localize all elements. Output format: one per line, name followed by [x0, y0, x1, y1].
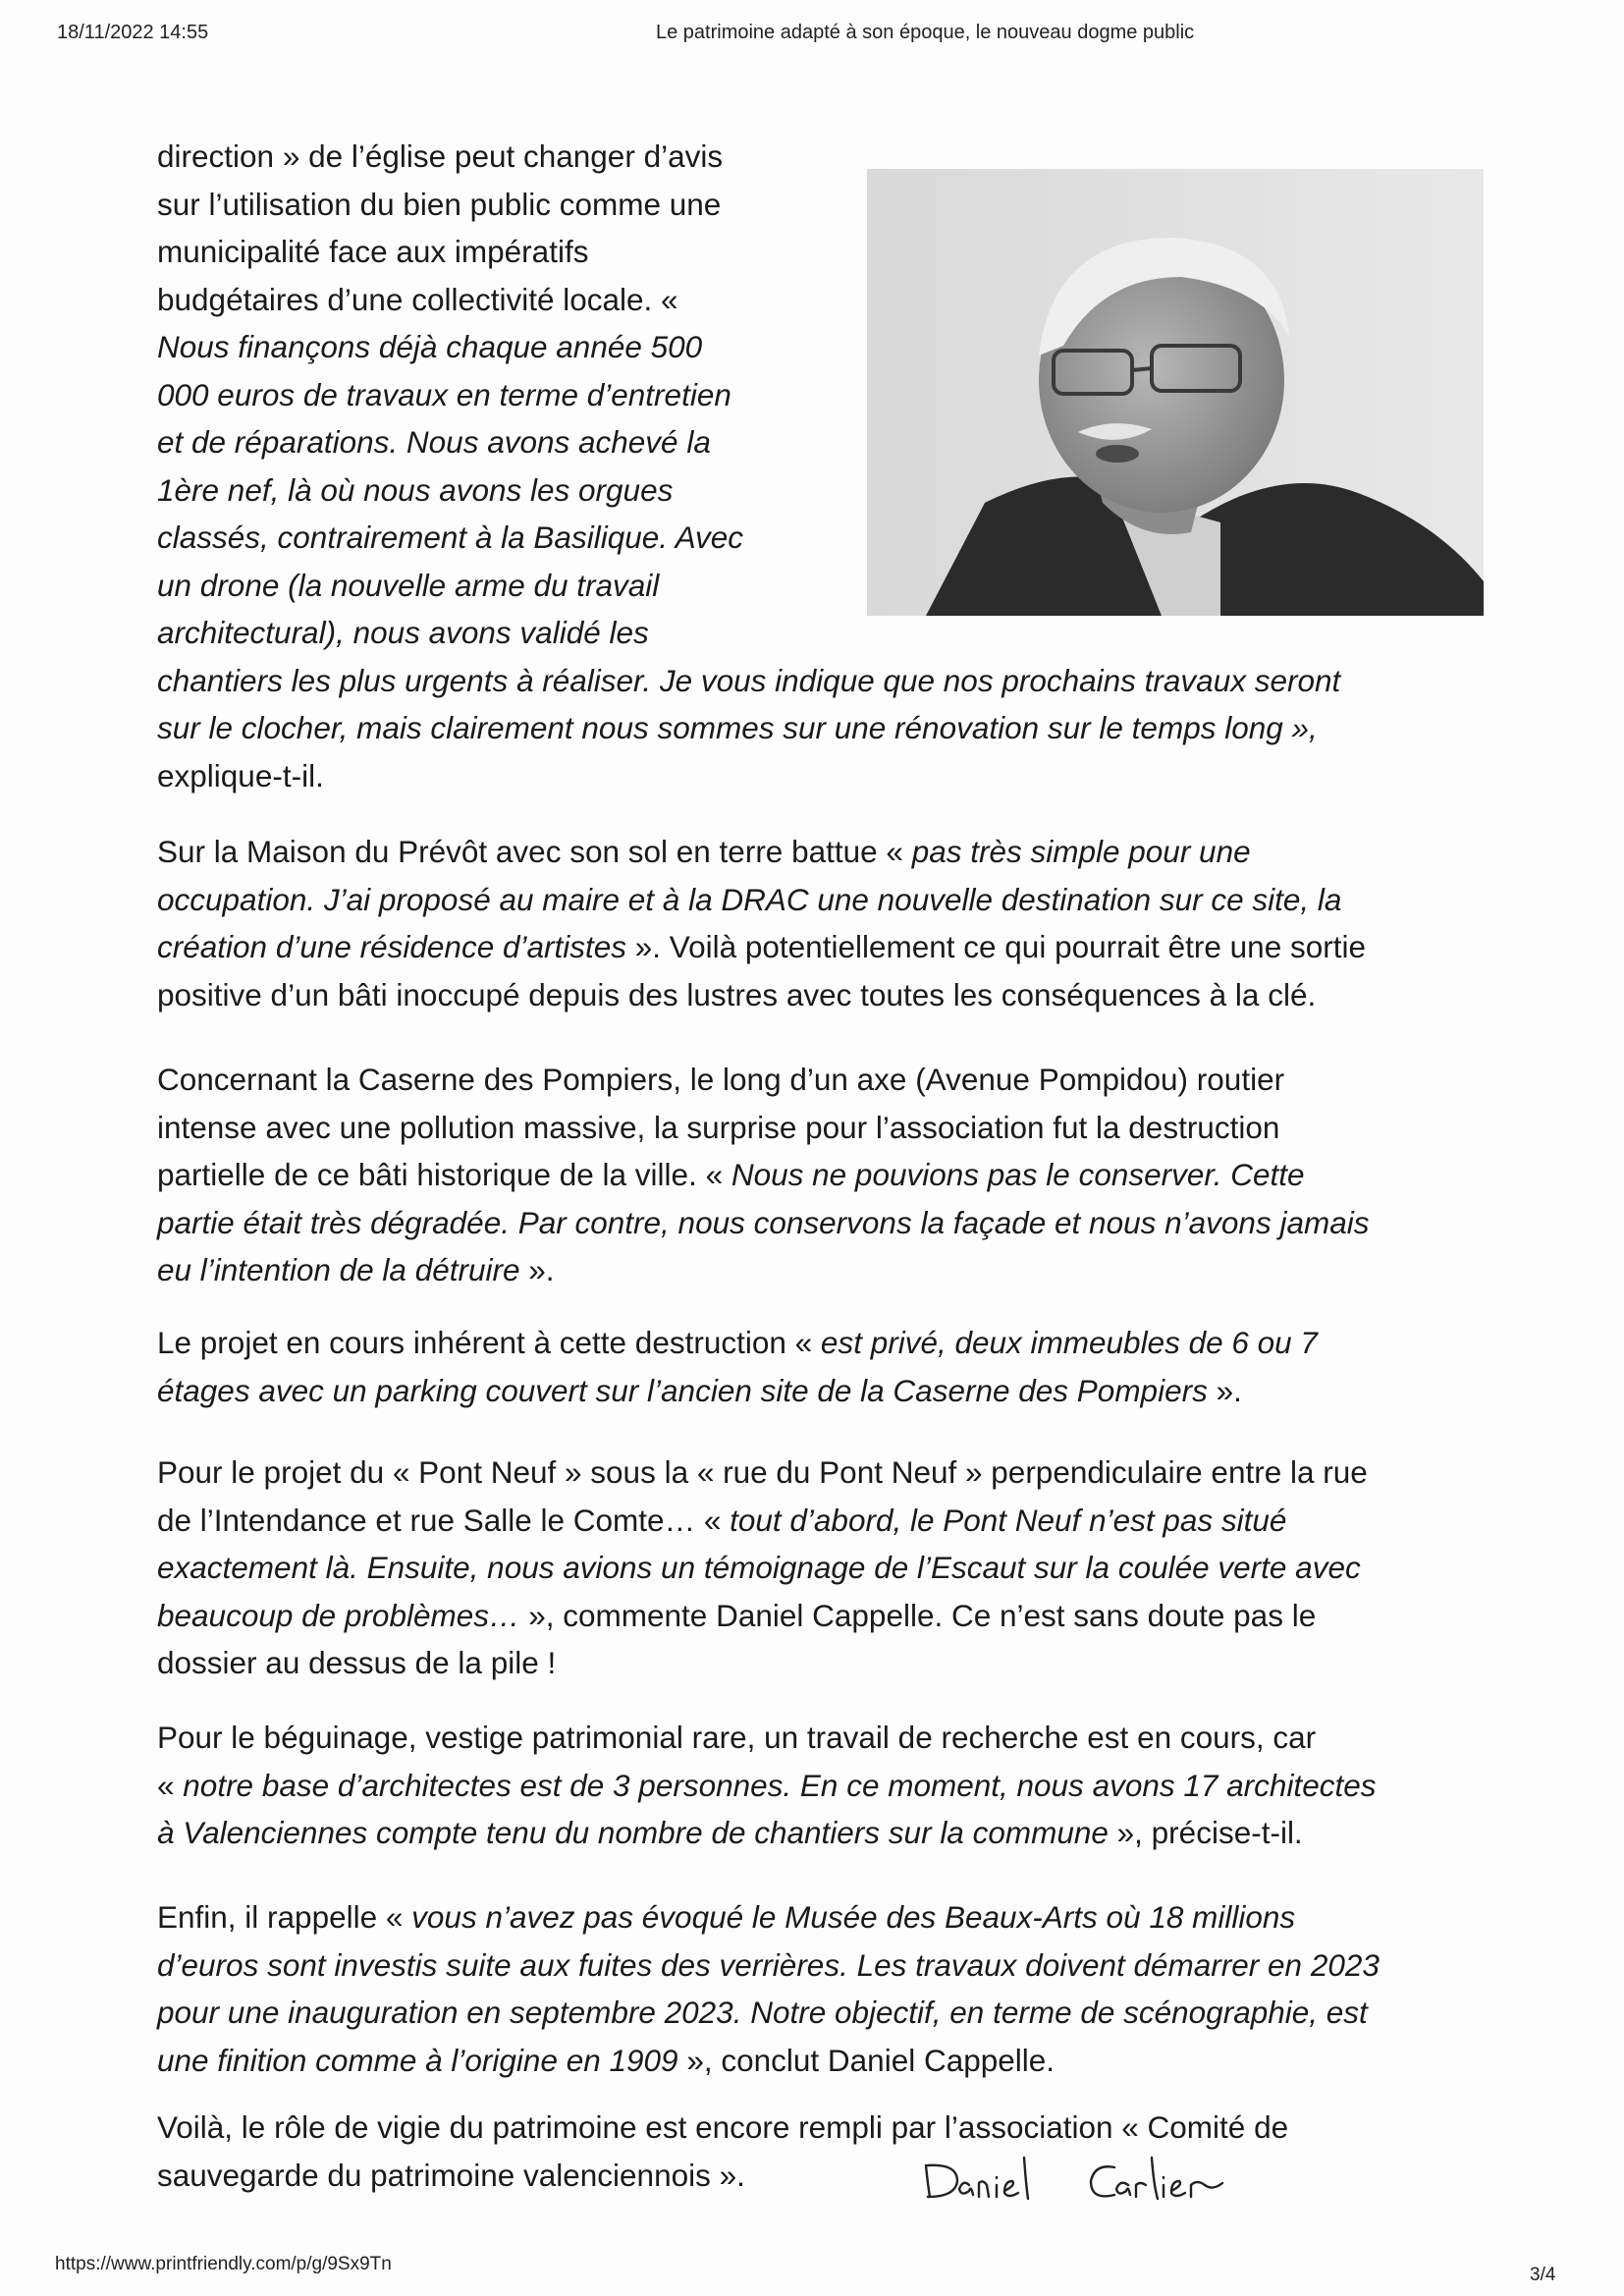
- handwritten-signature: [918, 2146, 1252, 2214]
- paragraph-2: Sur la Maison du Prévôt avec son sol en terre battue « pas très simple pour une occupation. J’ai proposé au maire et à la DRAC une nouvelle destination sur ce site, la création d’une résidence d’artistes ». Voilà potentiellement ce qui pourrait être une sortie positive d’un bâti inoccupé depuis des lustres avec toutes les conséquences à la clé.: [157, 834, 1366, 1012]
- paragraph-4: Le projet en cours inhérent à cette destruction « est privé, deux immeubles de 6 ou 7 étages avec un parking couvert sur l’ancien site de la Caserne des Pompiers ».: [157, 1325, 1318, 1408]
- paragraph-7: Enfin, il rappelle « vous n’avez pas évoqué le Musée des Beaux-Arts où 18 millions d’euros sont investis suite aux fuites des verrières. Les travaux doivent démarrer en 2023 pour une inauguration en septembre 2023. Notre objectif, en terme de scénographie, est une finition comme à l’origine en 1909 », conclut Daniel Cappelle.: [157, 1899, 1380, 2078]
- paragraph-6: Pour le béguinage, vestige patrimonial rare, un travail de recherche est en cours, car « notre base d’architectes est de 3 personnes. En ce moment, nous avons 17 architectes à Valenciennes compte tenu du nombre de chantiers sur la commune », précise-t-il.: [157, 1720, 1377, 1850]
- print-datetime: 18/11/2022 14:55: [57, 22, 209, 43]
- footer-url: https://www.printfriendly.com/p/g/9Sx9Tn: [55, 2254, 392, 2274]
- paragraph-5: Pour le projet du « Pont Neuf » sous la « rue du Pont Neuf » perpendiculaire entre la rue de l’Intendance et rue Salle le Comte… « tout d’abord, le Pont Neuf n’est pas situé exactement là. Ensuite, nous avions un témoignage de l’Escaut sur la coulée verte avec beaucoup de problèmes… », commente Daniel Cappelle. Ce n’est sans doute pas le dossier au dessus de la pile !: [157, 1454, 1368, 1680]
- paragraph-3: Concernant la Caserne des Pompiers, le long d’un axe (Avenue Pompidou) routier intense avec une pollution massive, la surprise pour l’association fut la destruction partielle de ce bâti historique de la ville. « Nous ne pouvions pas le conserver. Cette partie était très dégradée. Par contre, nous conservons la façade et nous n’avons jamais eu l’intention de la détruire ».: [157, 1062, 1370, 1287]
- paragraph-1: direction » de l’église peut changer d’avis sur l’utilisation du bien public comme une municipalité face aux impératifs budgétaires d’une collectivité locale. « Nous finançons déjà chaque année 500 000 euros de travaux en terme d’entretien et de réparations. Nous avons achevé la 1ère nef, là où nous avons les orgues classés, contrairement à la Basilique. Avec un drone (la nouvelle arme du travail architectural), nous avons validé les chantiers les plus urgents à réaliser. Je vous indique que nos prochains travaux seront sur le clocher, mais clairement nous sommes sur une rénovation sur le temps long », explique-t-il.: [157, 138, 1341, 793]
- paragraph-8: Voilà, le rôle de vigie du patrimoine est encore rempli par l’association « Comité de sauvegarde du patrimoine valenciennois ».: [157, 2109, 1289, 2193]
- page-header-title: Le patrimoine adapté à son époque, le nouveau dogme public: [656, 22, 1195, 43]
- page-number: 3/4: [1530, 2265, 1556, 2285]
